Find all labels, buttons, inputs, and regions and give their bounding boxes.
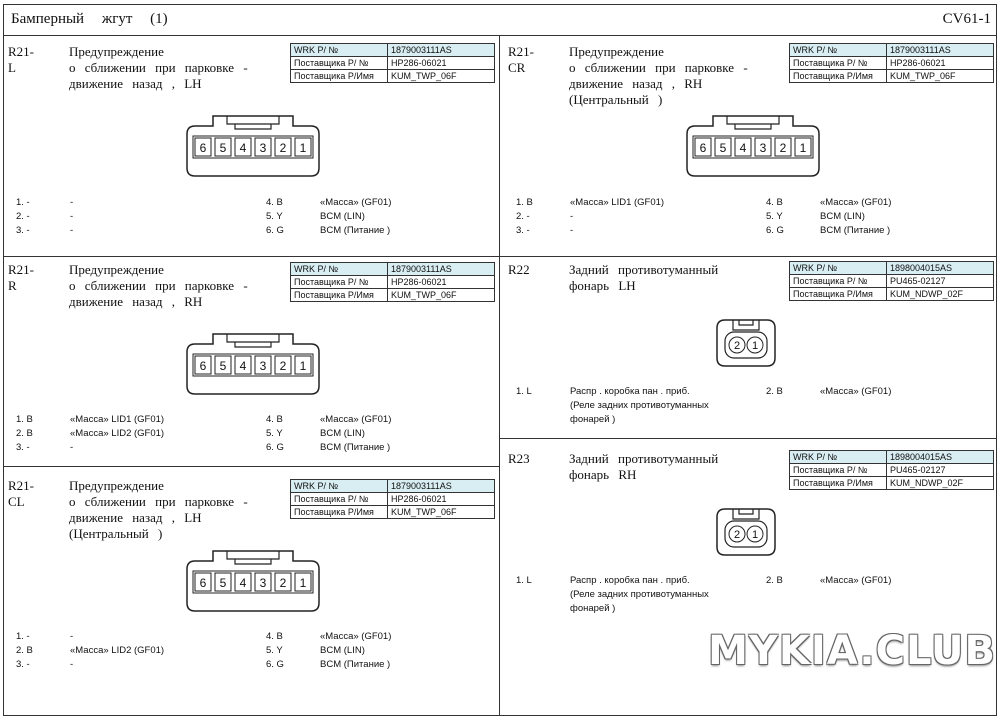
pin-id: 6. G xyxy=(266,659,284,670)
description-line: о сближении при парковке - xyxy=(69,494,248,509)
pin-function: «Масса» LID2 (GF01) xyxy=(70,645,165,656)
pin-id: 1. - xyxy=(16,631,30,642)
pin-id: 6. G xyxy=(266,442,284,453)
connector-id: R21-CR xyxy=(508,44,534,75)
pin-number: 2 xyxy=(733,529,741,541)
pin-id: 1. - xyxy=(16,197,30,208)
info-label: Поставщика P/ № xyxy=(790,275,887,288)
column-divider xyxy=(499,36,500,716)
pin-function: «Масса» LID1 (GF01) xyxy=(570,197,665,208)
pin-number: 4 xyxy=(239,576,247,590)
connector-diagram xyxy=(183,545,323,617)
pin-function: BCM (Питание ) xyxy=(320,225,391,236)
connector-description xyxy=(569,44,748,108)
pin-function: «Масса» (GF01) xyxy=(320,631,392,642)
info-value: KUM_TWP_06F xyxy=(887,70,994,83)
pin-number: 2 xyxy=(279,576,287,590)
pin-function: «Масса» LID1 (GF01) xyxy=(70,414,165,425)
pin-number: 3 xyxy=(259,576,267,590)
pin-number: 5 xyxy=(219,576,227,590)
info-value: HP286-06021 xyxy=(388,276,495,289)
info-value: PU465-02127 xyxy=(887,464,994,477)
info-value: 1898004015AS xyxy=(887,451,994,464)
info-label: WRK P/ № xyxy=(291,263,388,276)
pin-function: BCM (LIN) xyxy=(320,211,365,222)
pin-number: 2 xyxy=(279,141,287,155)
pin-number: 2 xyxy=(779,141,787,155)
part-info-table xyxy=(290,43,495,83)
page-header xyxy=(3,4,997,36)
pin-number: 1 xyxy=(299,359,307,373)
part-info-table xyxy=(290,262,495,302)
pin-id: 3. - xyxy=(16,442,30,453)
page-title: Бамперный жгут (1) xyxy=(11,11,168,27)
connector-description xyxy=(69,44,248,92)
connector-latch xyxy=(227,116,279,129)
pin-number: 1 xyxy=(751,529,759,541)
connector-latch xyxy=(733,320,759,330)
watermark: MYKIA.CLUB xyxy=(708,628,996,674)
connector-id: R21-L xyxy=(8,44,34,75)
info-value: HP286-06021 xyxy=(887,57,994,70)
pin-id: 2. B xyxy=(766,575,783,586)
pin-number: 4 xyxy=(739,141,747,155)
section-divider xyxy=(500,256,997,257)
pin-function: - xyxy=(70,442,74,453)
info-value: KUM_TWP_06F xyxy=(388,506,495,519)
pin-id: 6. G xyxy=(766,225,784,236)
pin-number: 1 xyxy=(299,141,307,155)
info-label: Поставщика P/ № xyxy=(291,493,388,506)
connector-latch xyxy=(227,334,279,347)
pin-number: 6 xyxy=(199,576,207,590)
connector-diagram xyxy=(713,499,779,561)
info-label: WRK P/ № xyxy=(790,451,887,464)
pin-function: «Масса» (GF01) xyxy=(820,575,892,586)
pin-function: - xyxy=(70,211,74,222)
pin-function: Распр . коробка пан . приб. (Реле задних противотуманных фонарей ) xyxy=(570,575,709,614)
info-value: KUM_TWP_06F xyxy=(388,70,495,83)
pin-number: 2 xyxy=(279,359,287,373)
pin-id: 2. - xyxy=(16,211,30,222)
info-value: 1898004015AS xyxy=(887,262,994,275)
pinout-list xyxy=(16,413,496,463)
info-label: Поставщика P/Имя xyxy=(291,289,388,302)
description-line: фонарь LH xyxy=(569,278,636,293)
part-info-table xyxy=(789,450,994,490)
pin-function: «Масса» (GF01) xyxy=(320,197,392,208)
pin-number: 3 xyxy=(259,359,267,373)
description-line: Предупреждение xyxy=(569,44,664,59)
info-label: Поставщика P/ № xyxy=(291,276,388,289)
info-label: Поставщика P/ № xyxy=(291,57,388,70)
section-divider xyxy=(3,256,499,257)
pin-function: - xyxy=(570,211,574,222)
pin-id: 2. B xyxy=(766,386,783,397)
connector-diagram xyxy=(183,328,323,400)
section-divider xyxy=(3,466,499,467)
pin-function: - xyxy=(570,225,574,236)
description-line: Предупреждение xyxy=(69,262,164,277)
connector-latch xyxy=(227,551,279,564)
pin-id: 5. Y xyxy=(266,211,283,222)
connector-latch xyxy=(727,116,779,129)
pinout-list xyxy=(516,385,996,435)
description-line: движение назад , LH xyxy=(69,76,202,91)
connector-housing xyxy=(717,509,775,555)
pin-id: 1. B xyxy=(516,197,533,208)
info-label: Поставщика P/Имя xyxy=(790,477,887,490)
pin-function: «Масса» LID2 (GF01) xyxy=(70,428,165,439)
pin-number: 1 xyxy=(751,340,759,352)
info-label: WRK P/ № xyxy=(291,480,388,493)
info-label: WRK P/ № xyxy=(790,44,887,57)
pin-id: 2. B xyxy=(16,645,33,656)
pin-function: - xyxy=(70,197,74,208)
info-label: Поставщика P/ № xyxy=(790,57,887,70)
info-value: HP286-06021 xyxy=(388,57,495,70)
pin-id: 1. B xyxy=(16,414,33,425)
connector-description xyxy=(569,262,718,294)
description-line: (Центральный ) xyxy=(69,526,163,541)
pin-function: BCM (LIN) xyxy=(320,428,365,439)
pin-function: - xyxy=(70,631,74,642)
pin-function: BCM (Питание ) xyxy=(820,225,891,236)
pin-function: Распр . коробка пан . приб. (Реле задних противотуманных фонарей ) xyxy=(570,386,709,425)
page-code: CV61-1 xyxy=(942,11,991,27)
pin-function: - xyxy=(70,659,74,670)
part-info-table xyxy=(290,479,495,519)
pin-number: 5 xyxy=(219,141,227,155)
info-label: Поставщика P/Имя xyxy=(291,70,388,83)
pin-function: - xyxy=(70,225,74,236)
connector-description xyxy=(569,451,718,483)
connector-diagram xyxy=(183,110,323,182)
pin-function: «Масса» (GF01) xyxy=(820,197,892,208)
pin-number: 5 xyxy=(719,141,727,155)
description-line: о сближении при парковке - xyxy=(69,60,248,75)
pin-number: 6 xyxy=(699,141,707,155)
info-value: 1879003111AS xyxy=(388,263,495,276)
pin-function: BCM (LIN) xyxy=(320,645,365,656)
pin-function: «Масса» (GF01) xyxy=(320,414,392,425)
pin-number: 4 xyxy=(239,359,247,373)
connector-description xyxy=(69,478,248,542)
connector-diagram xyxy=(683,110,823,182)
pinout-list xyxy=(16,196,496,246)
pin-number: 5 xyxy=(219,359,227,373)
description-line: движение назад , LH xyxy=(69,510,202,525)
connector-id: R21-CL xyxy=(8,478,34,509)
info-label: Поставщика P/Имя xyxy=(790,70,887,83)
part-info-table xyxy=(789,43,994,83)
description-line: Задний противотуманный xyxy=(569,451,719,466)
info-value: KUM_TWP_06F xyxy=(388,289,495,302)
pin-number: 6 xyxy=(199,141,207,155)
description-line: движение назад , RH xyxy=(69,294,203,309)
description-line: Задний противотуманный xyxy=(569,262,719,277)
pin-number: 3 xyxy=(759,141,767,155)
description-line: о сближении при парковке - xyxy=(69,278,248,293)
pin-function: BCM (Питание ) xyxy=(320,659,391,670)
info-value: 1879003111AS xyxy=(388,44,495,57)
pin-id: 1. L xyxy=(516,575,532,586)
pin-id: 2. B xyxy=(16,428,33,439)
connector-housing xyxy=(717,320,775,366)
part-info-table xyxy=(789,261,994,301)
description-line: движение назад , RH xyxy=(569,76,703,91)
pin-number: 6 xyxy=(199,359,207,373)
connector-id: R21-R xyxy=(8,262,34,293)
pin-id: 5. Y xyxy=(266,645,283,656)
connector-id: R22 xyxy=(508,262,530,277)
pinout-list xyxy=(516,196,996,246)
section-divider xyxy=(500,438,997,439)
pin-id: 5. Y xyxy=(266,428,283,439)
description-line: фонарь RH xyxy=(569,467,637,482)
pin-id: 4. B xyxy=(766,197,783,208)
info-label: WRK P/ № xyxy=(790,262,887,275)
pin-id: 6. G xyxy=(266,225,284,236)
pin-id: 4. B xyxy=(266,197,283,208)
description-line: о сближении при парковке - xyxy=(569,60,748,75)
info-value: KUM_NDWP_02F xyxy=(887,288,994,301)
pin-id: 3. - xyxy=(516,225,530,236)
info-value: PU465-02127 xyxy=(887,275,994,288)
pin-number: 3 xyxy=(259,141,267,155)
pin-id: 2. - xyxy=(516,211,530,222)
description-line: Предупреждение xyxy=(69,478,164,493)
info-label: WRK P/ № xyxy=(291,44,388,57)
info-value: 1879003111AS xyxy=(887,44,994,57)
info-value: HP286-06021 xyxy=(388,493,495,506)
connector-diagram xyxy=(713,310,779,372)
description-line: (Центральный ) xyxy=(569,92,663,107)
pin-number: 2 xyxy=(733,340,741,352)
pin-id: 1. L xyxy=(516,386,532,397)
pinout-list xyxy=(516,574,996,624)
connector-id: R23 xyxy=(508,451,530,466)
info-label: Поставщика P/Имя xyxy=(790,288,887,301)
info-label: Поставщика P/Имя xyxy=(291,506,388,519)
pinout-list xyxy=(16,630,496,680)
pin-id: 4. B xyxy=(266,631,283,642)
pin-id: 5. Y xyxy=(766,211,783,222)
description-line: Предупреждение xyxy=(69,44,164,59)
info-value: KUM_NDWP_02F xyxy=(887,477,994,490)
connector-description xyxy=(69,262,248,310)
pin-function: BCM (Питание ) xyxy=(320,442,391,453)
pin-number: 1 xyxy=(799,141,807,155)
pin-id: 3. - xyxy=(16,659,30,670)
pin-id: 4. B xyxy=(266,414,283,425)
info-value: 1879003111AS xyxy=(388,480,495,493)
pin-number: 1 xyxy=(299,576,307,590)
connector-latch xyxy=(733,509,759,519)
pin-function: BCM (LIN) xyxy=(820,211,865,222)
info-label: Поставщика P/ № xyxy=(790,464,887,477)
pin-function: «Масса» (GF01) xyxy=(820,386,892,397)
pin-number: 4 xyxy=(239,141,247,155)
pin-id: 3. - xyxy=(16,225,30,236)
